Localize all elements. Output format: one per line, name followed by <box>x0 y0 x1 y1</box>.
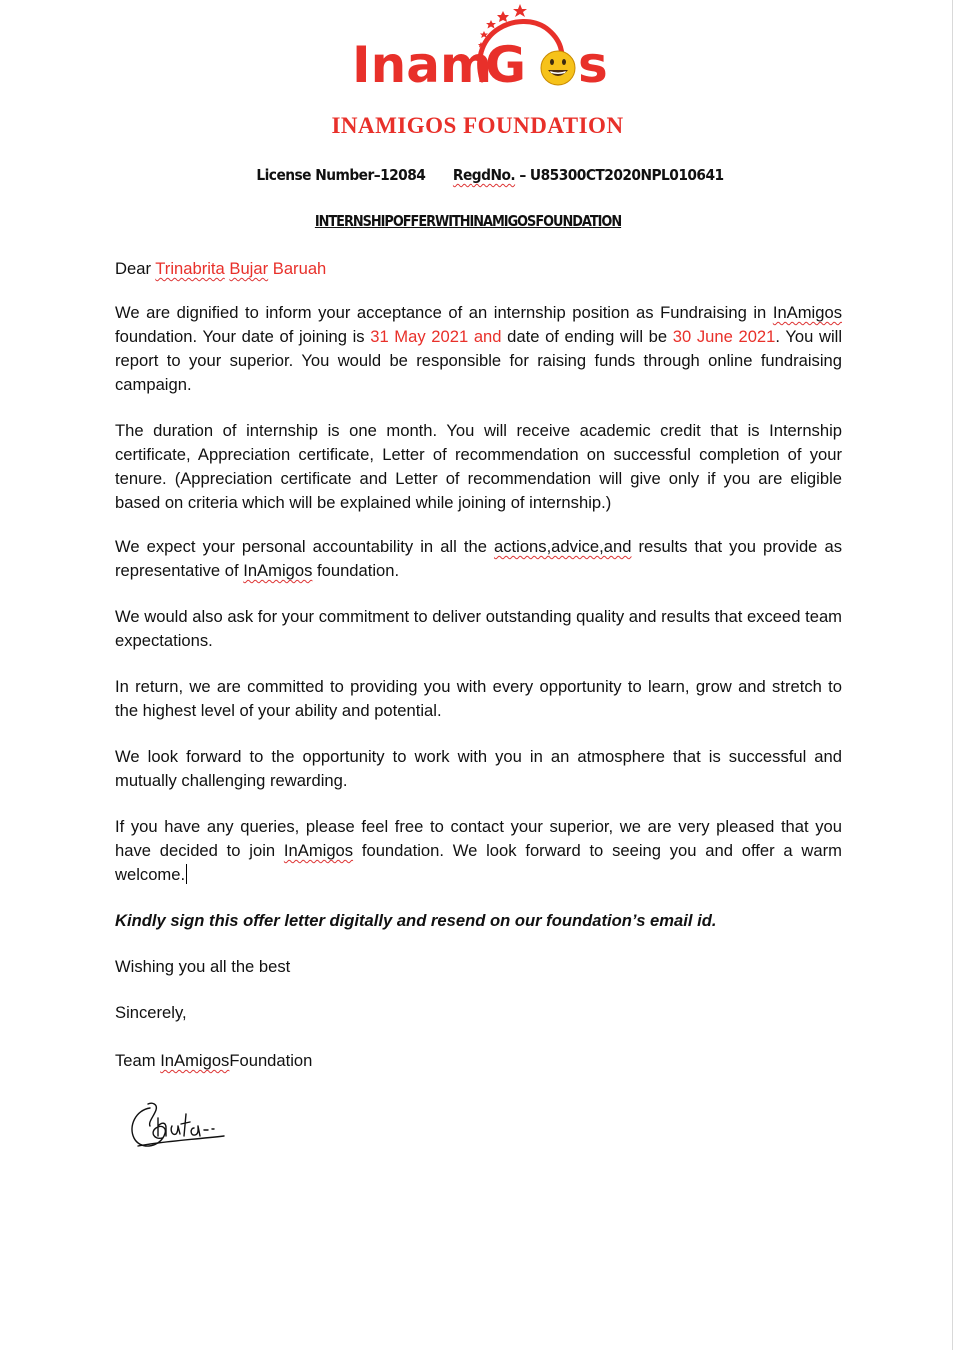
offer-title: INTERNSHIPOFFERWITHINAMIGOSFOUNDATION <box>314 212 622 230</box>
regd-label: RegdNo. <box>452 166 516 184</box>
p3-text-b: results that you provide as representative of <box>115 537 842 580</box>
foundation-title: INAMIGOS FOUNDATION <box>331 113 624 138</box>
p7-text-b: foundation. We look forward to seeing you and offer a warm welcome. <box>115 841 842 884</box>
text-cursor <box>186 864 187 884</box>
recipient-last-name: Baruah <box>272 259 327 278</box>
company-name: InAmigos <box>243 561 313 580</box>
paragraph-accountability <box>115 535 842 583</box>
p1-text-b: foundation. Your date of joining is <box>115 327 371 346</box>
p7-text-a: If you have any queries, please feel free to contact your superior, we are very pleased that you have decided to join <box>115 817 842 860</box>
joining-date: 31 May 2021 and <box>370 327 502 346</box>
recipient-first-name: Trinabrita <box>155 259 225 278</box>
logo-text-g: G <box>485 36 527 92</box>
p3-text-a: We expect your personal accountability in all the <box>115 537 494 556</box>
company-name: InAmigos <box>160 1051 230 1070</box>
paragraph-acceptance <box>115 301 842 397</box>
p1-text-d: . You will report to your superior. You would be responsible for raising funds through online fundraising campaign. <box>115 327 843 394</box>
company-name: InAmigos <box>283 841 354 860</box>
smiley-face-icon <box>541 51 575 85</box>
recipient-middle-name: Bujar <box>229 259 269 278</box>
paragraph-return: In return, we are committed to providing you with every opportunity to learn, grow and stretch to the highest level of your ability and potential. <box>115 677 842 720</box>
ending-date: 30 June 2021 <box>672 327 776 346</box>
inamigos-logo <box>350 0 610 92</box>
regd-number: – U85300CT2020NPL010641 <box>515 166 724 184</box>
paragraph-queries <box>115 815 842 887</box>
p1-text-a: We are dignified to inform your acceptance of an internship position as Fundraising in <box>115 303 773 322</box>
wishing-line: Wishing you all the best <box>115 957 291 976</box>
team-signoff <box>115 1049 842 1073</box>
p3-text-c: foundation. <box>312 561 400 580</box>
handwritten-signature <box>128 1096 238 1156</box>
closing-line: Sincerely, <box>115 1003 187 1022</box>
company-name: InAmigos <box>772 303 842 322</box>
license-line <box>39 166 941 184</box>
logo-text-inam: Inam <box>352 36 493 92</box>
logo-text-s: s <box>578 36 608 92</box>
paragraph-commitment: We would also ask for your commitment to deliver outstanding quality and results that exceed team expectations. <box>115 607 842 650</box>
p3-actions-advice: actions,advice,and <box>494 537 632 556</box>
team-prefix: Team <box>115 1051 161 1070</box>
paragraph-atmosphere: We look forward to the opportunity to work with you in an atmosphere that is successful and mutually challenging rewarding. <box>115 747 842 790</box>
salutation <box>115 257 842 281</box>
team-suffix: Foundation <box>229 1051 313 1070</box>
salutation-prefix: Dear <box>115 259 156 278</box>
signing-instruction: Kindly sign this offer letter digitally and resend on our foundation’s email id. <box>115 911 717 930</box>
paragraph-duration: The duration of internship is one month. You will receive academic credit that is Internship certificate, Appreciation certificate, Letter of recommendation on successful completion of your tenure. (Appreciation certificate and Letter of recommendation will give only if you are eligible based on criteria which will be explained while joining of internship.) <box>115 421 842 512</box>
license-number: License Number–12084 <box>256 166 426 184</box>
p1-text-c: date of ending will be <box>501 327 673 346</box>
